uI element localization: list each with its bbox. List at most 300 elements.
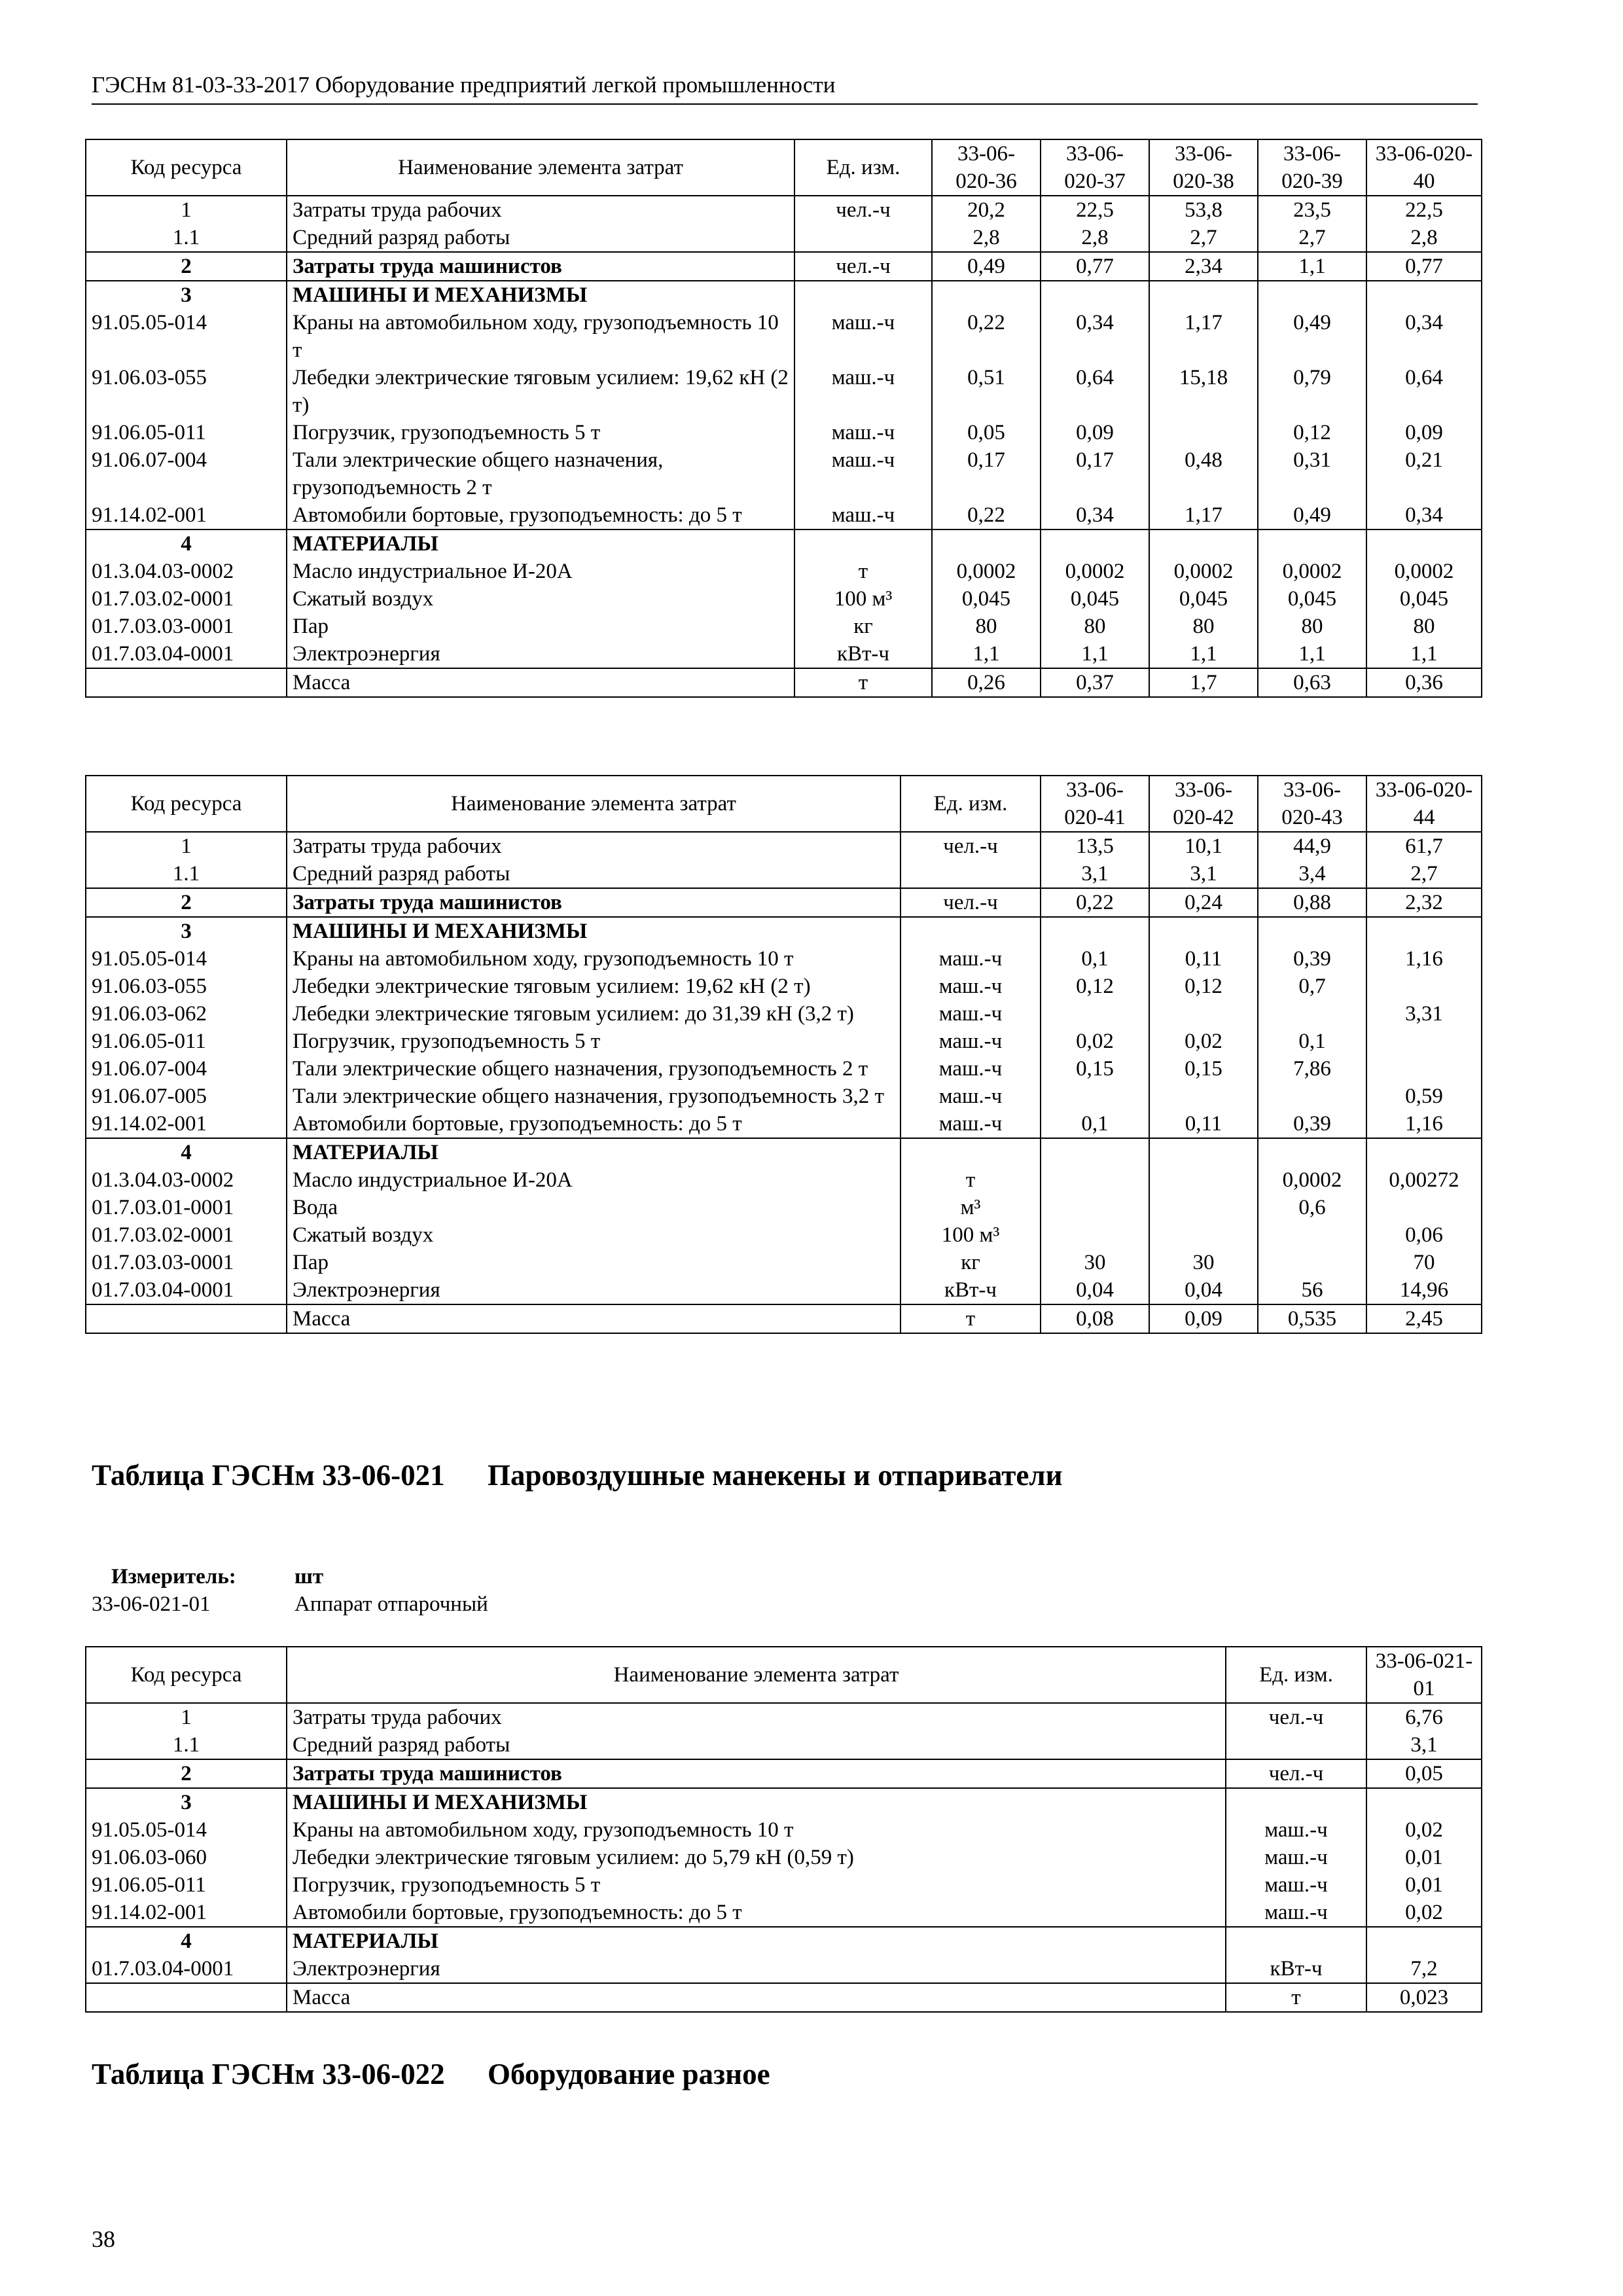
value-cell: 1,7 (1149, 668, 1258, 697)
value-cell: 0,22 (1041, 888, 1149, 917)
value-cell (1041, 1166, 1149, 1194)
unit-cell (1226, 1788, 1366, 1816)
resource-name: Средний разряд работы (287, 224, 794, 252)
unit-cell: 100 м³ (794, 585, 932, 613)
table-row (86, 1028, 1482, 1055)
resource-code: 2 (86, 1759, 287, 1788)
value-cell: 2,7 (1366, 860, 1482, 888)
value-cell: 0,88 (1258, 888, 1366, 917)
unit-cell: чел.-ч (794, 196, 932, 224)
table-row (86, 585, 1482, 613)
resource-name: МАШИНЫ И МЕХАНИЗМЫ (287, 1788, 1226, 1816)
unit-cell: маш.-ч (901, 1000, 1041, 1028)
value-cell (1258, 1000, 1366, 1028)
unit-cell: маш.-ч (1226, 1816, 1366, 1844)
unit-cell (794, 224, 932, 252)
value-cell: 0,09 (1149, 1304, 1258, 1333)
resource-name: МАШИНЫ И МЕХАНИЗМЫ (287, 281, 794, 309)
table-row (86, 1304, 1482, 1333)
value-cell: 0,05 (932, 419, 1041, 446)
col-header-code: Код ресурса (86, 776, 287, 832)
value-cell (1366, 1055, 1482, 1083)
resource-name: Затраты труда машинистов (287, 252, 794, 281)
value-cell: 0,045 (1366, 585, 1482, 613)
table-row (86, 224, 1482, 252)
unit-cell: маш.-ч (1226, 1844, 1366, 1871)
resource-code: 91.06.03-055 (86, 364, 287, 419)
resource-code: 91.06.05-011 (86, 419, 287, 446)
value-cell: 0,09 (1366, 419, 1482, 446)
value-cell: 80 (932, 613, 1041, 640)
resource-code: 91.14.02-001 (86, 1110, 287, 1138)
unit-cell: чел.-ч (1226, 1759, 1366, 1788)
value-cell: 0,22 (932, 501, 1041, 529)
value-cell: 1,1 (1258, 640, 1366, 668)
resource-name: Средний разряд работы (287, 1731, 1226, 1759)
value-cell: 1,1 (1041, 640, 1149, 668)
resource-name: Масса (287, 668, 794, 697)
value-cell (1366, 1028, 1482, 1055)
value-cell: 3,1 (1366, 1731, 1482, 1759)
value-cell: 13,5 (1041, 832, 1149, 860)
value-cell (1366, 1194, 1482, 1221)
resource-code: 01.7.03.02-0001 (86, 1221, 287, 1249)
table-row (86, 1927, 1482, 1955)
unit-cell (901, 917, 1041, 945)
unit-cell: кг (901, 1249, 1041, 1276)
resource-code: 91.06.07-004 (86, 1055, 287, 1083)
resource-code: 01.7.03.03-0001 (86, 613, 287, 640)
resource-code: 3 (86, 281, 287, 309)
value-cell: 1,17 (1149, 309, 1258, 364)
resource-code: 01.3.04.03-0002 (86, 558, 287, 585)
resource-code: 91.06.03-055 (86, 973, 287, 1000)
unit-cell: 100 м³ (901, 1221, 1041, 1249)
value-cell: 0,02 (1041, 1028, 1149, 1055)
resource-code: 01.7.03.02-0001 (86, 585, 287, 613)
value-cell: 0,12 (1041, 973, 1149, 1000)
unit-cell: т (794, 668, 932, 697)
resource-code (86, 668, 287, 697)
table-row (86, 446, 1482, 501)
value-cell: 0,045 (932, 585, 1041, 613)
value-cell: 53,8 (1149, 196, 1258, 224)
col-header-rate: 33-06-020-39 (1258, 139, 1366, 196)
table-row (86, 1138, 1482, 1166)
value-cell: 0,39 (1258, 1110, 1366, 1138)
value-cell: 3,4 (1258, 860, 1366, 888)
unit-cell (901, 860, 1041, 888)
unit-cell: т (1226, 1983, 1366, 2012)
value-cell: 70 (1366, 1249, 1482, 1276)
resource-code: 01.7.03.04-0001 (86, 1276, 287, 1304)
table-row (86, 1955, 1482, 1983)
value-cell: 2,32 (1366, 888, 1482, 917)
value-cell: 0,77 (1041, 252, 1149, 281)
value-cell: 0,17 (1041, 446, 1149, 501)
unit-cell: маш.-ч (794, 364, 932, 419)
unit-cell: маш.-ч (1226, 1871, 1366, 1899)
col-header-rate: 33-06-021-01 (1366, 1647, 1482, 1703)
value-cell: 0,0002 (1258, 558, 1366, 585)
value-cell: 20,2 (932, 196, 1041, 224)
value-cell (1149, 281, 1258, 309)
value-cell: 3,1 (1149, 860, 1258, 888)
value-cell (932, 529, 1041, 558)
table-row (86, 1055, 1482, 1083)
table-row (86, 860, 1482, 888)
value-cell: 1,1 (932, 640, 1041, 668)
value-cell: 0,05 (1366, 1759, 1482, 1788)
value-cell (1258, 529, 1366, 558)
value-cell: 0,023 (1366, 1983, 1482, 2012)
value-cell: 2,8 (932, 224, 1041, 252)
value-cell: 61,7 (1366, 832, 1482, 860)
value-cell: 0,045 (1258, 585, 1366, 613)
col-header-rate: 33-06-020-43 (1258, 776, 1366, 832)
value-cell (1041, 1138, 1149, 1166)
value-cell (1366, 973, 1482, 1000)
value-cell (1366, 917, 1482, 945)
unit-cell: маш.-ч (794, 419, 932, 446)
table-row (86, 945, 1482, 973)
value-cell: 30 (1149, 1249, 1258, 1276)
value-cell (1366, 529, 1482, 558)
value-cell: 1,17 (1149, 501, 1258, 529)
value-cell: 6,76 (1366, 1703, 1482, 1731)
unit-cell (1226, 1927, 1366, 1955)
value-cell: 1,1 (1149, 640, 1258, 668)
table-row (86, 973, 1482, 1000)
value-cell: 0,26 (932, 668, 1041, 697)
resource-name: Масса (287, 1304, 901, 1333)
value-cell: 0,49 (932, 252, 1041, 281)
resource-name: Электроэнергия (287, 1955, 1226, 1983)
resource-code: 91.06.05-011 (86, 1028, 287, 1055)
resource-table-3 (85, 1646, 1482, 2013)
value-cell (1041, 1000, 1149, 1028)
value-cell: 0,0002 (932, 558, 1041, 585)
col-header-unit: Ед. изм. (1226, 1647, 1366, 1703)
resource-name: Вода (287, 1194, 901, 1221)
resource-code: 91.06.07-004 (86, 446, 287, 501)
value-cell (1258, 917, 1366, 945)
value-cell: 0,0002 (1366, 558, 1482, 585)
value-cell (1149, 1000, 1258, 1028)
value-cell: 0,34 (1041, 309, 1149, 364)
unit-cell: маш.-ч (1226, 1899, 1366, 1927)
table-row (86, 1899, 1482, 1927)
value-cell: 0,02 (1366, 1899, 1482, 1927)
resource-name: МАШИНЫ И МЕХАНИЗМЫ (287, 917, 901, 945)
value-cell (932, 281, 1041, 309)
unit-cell: т (901, 1304, 1041, 1333)
value-cell: 0,31 (1258, 446, 1366, 501)
table-row (86, 613, 1482, 640)
value-cell: 3,31 (1366, 1000, 1482, 1028)
table-title-code-021: Таблица ГЭСНм 33-06-021 (92, 1459, 445, 1492)
unit-cell: маш.-ч (901, 1028, 1041, 1055)
value-cell (1041, 1083, 1149, 1110)
resource-name: Масло индустриальное И-20А (287, 1166, 901, 1194)
table-row (86, 1083, 1482, 1110)
resource-name: Тали электрические общего назначения, грузоподъемность 2 т (287, 446, 794, 501)
col-header-rate: 33-06-020-38 (1149, 139, 1258, 196)
value-cell (1258, 1221, 1366, 1249)
value-cell: 0,17 (932, 446, 1041, 501)
value-cell: 7,86 (1258, 1055, 1366, 1083)
meter-label: Измеритель: (111, 1565, 236, 1588)
unit-cell: маш.-ч (901, 1110, 1041, 1138)
table-row (86, 832, 1482, 860)
resource-name: Лебедки электрические тяговым усилием: до 31,39 кН (3,2 т) (287, 1000, 901, 1028)
table-row (86, 364, 1482, 419)
table-row (86, 1166, 1482, 1194)
col-header-unit: Ед. изм. (901, 776, 1041, 832)
value-cell (1149, 1221, 1258, 1249)
value-cell: 0,63 (1258, 668, 1366, 697)
resource-code: 91.05.05-014 (86, 1816, 287, 1844)
value-cell: 1,1 (1366, 640, 1482, 668)
value-cell (1366, 1138, 1482, 1166)
value-cell: 0,00272 (1366, 1166, 1482, 1194)
value-cell (1149, 1194, 1258, 1221)
unit-cell: маш.-ч (901, 1055, 1041, 1083)
value-cell: 0,34 (1366, 309, 1482, 364)
resource-name: Погрузчик, грузоподъемность 5 т (287, 1028, 901, 1055)
value-cell: 0,64 (1366, 364, 1482, 419)
value-cell: 3,1 (1041, 860, 1149, 888)
resource-name: Электроэнергия (287, 1276, 901, 1304)
value-cell: 0,12 (1258, 419, 1366, 446)
value-cell: 0,12 (1149, 973, 1258, 1000)
table-row (86, 640, 1482, 668)
value-cell (1149, 917, 1258, 945)
resource-name: МАТЕРИАЛЫ (287, 1927, 1226, 1955)
value-cell: 44,9 (1258, 832, 1366, 860)
table-row (86, 1816, 1482, 1844)
resource-code: 4 (86, 529, 287, 558)
resource-name: Лебедки электрические тяговым усилием: 19,62 кН (2 т) (287, 973, 901, 1000)
unit-cell: чел.-ч (794, 252, 932, 281)
resource-code: 4 (86, 1138, 287, 1166)
unit-cell: маш.-ч (794, 309, 932, 364)
value-cell: 0,01 (1366, 1844, 1482, 1871)
value-cell: 2,34 (1149, 252, 1258, 281)
table-row (86, 419, 1482, 446)
value-cell (1258, 1083, 1366, 1110)
table-row (86, 1221, 1482, 1249)
resource-code: 1 (86, 1703, 287, 1731)
value-cell (1149, 419, 1258, 446)
value-cell: 0,09 (1041, 419, 1149, 446)
table-row (86, 309, 1482, 364)
resource-name: Пар (287, 613, 794, 640)
unit-cell (794, 529, 932, 558)
value-cell: 0,22 (932, 309, 1041, 364)
unit-cell (901, 1138, 1041, 1166)
col-header-rate: 33-06-020-37 (1041, 139, 1149, 196)
value-cell: 0,04 (1149, 1276, 1258, 1304)
resource-name: Электроэнергия (287, 640, 794, 668)
value-cell: 0,02 (1149, 1028, 1258, 1055)
resource-code: 2 (86, 888, 287, 917)
unit-cell: чел.-ч (901, 832, 1041, 860)
col-header-rate: 33-06-020-44 (1366, 776, 1482, 832)
value-cell: 0,01 (1366, 1871, 1482, 1899)
value-cell (1258, 1249, 1366, 1276)
value-cell: 0,77 (1366, 252, 1482, 281)
resource-code: 2 (86, 252, 287, 281)
resource-code: 3 (86, 1788, 287, 1816)
value-cell: 0,79 (1258, 364, 1366, 419)
table-row (86, 501, 1482, 529)
value-cell: 0,045 (1041, 585, 1149, 613)
value-cell: 7,2 (1366, 1955, 1482, 1983)
resource-name: Средний разряд работы (287, 860, 901, 888)
resource-name: Затраты труда машинистов (287, 888, 901, 917)
value-cell: 1,16 (1366, 1110, 1482, 1138)
value-cell (1366, 1927, 1482, 1955)
table-title-code-022: Таблица ГЭСНм 33-06-022 (92, 2058, 445, 2090)
value-cell (1041, 1194, 1149, 1221)
unit-cell: кг (794, 613, 932, 640)
value-cell: 0,64 (1041, 364, 1149, 419)
value-cell: 2,7 (1258, 224, 1366, 252)
value-cell: 2,7 (1149, 224, 1258, 252)
resource-name: Затраты труда машинистов (287, 1759, 1226, 1788)
resource-code: 4 (86, 1927, 287, 1955)
table-title-022: Оборудование разное (488, 2058, 770, 2090)
value-cell: 0,59 (1366, 1083, 1482, 1110)
table-row (86, 1194, 1482, 1221)
resource-code: 91.06.03-060 (86, 1844, 287, 1871)
value-cell: 0,045 (1149, 585, 1258, 613)
col-header-rate: 33-06-020-40 (1366, 139, 1482, 196)
resource-code: 1 (86, 196, 287, 224)
resource-code: 91.14.02-001 (86, 1899, 287, 1927)
value-cell: 80 (1366, 613, 1482, 640)
resource-name: Тали электрические общего назначения, грузоподъемность 2 т (287, 1055, 901, 1083)
value-cell: 0,39 (1258, 945, 1366, 973)
value-cell (1149, 1138, 1258, 1166)
table-row (86, 1703, 1482, 1731)
resource-code: 01.7.03.03-0001 (86, 1249, 287, 1276)
unit-cell: маш.-ч (901, 1083, 1041, 1110)
value-cell: 0,0002 (1149, 558, 1258, 585)
table-row (86, 1983, 1482, 2012)
value-cell: 0,11 (1149, 945, 1258, 973)
value-cell (1149, 1083, 1258, 1110)
unit-cell: кВт-ч (901, 1276, 1041, 1304)
table-row (86, 558, 1482, 585)
value-cell: 0,6 (1258, 1194, 1366, 1221)
table-row (86, 1844, 1482, 1871)
resource-code: 01.7.03.04-0001 (86, 640, 287, 668)
value-cell: 15,18 (1149, 364, 1258, 419)
resource-name: Масса (287, 1983, 1226, 2012)
resource-name: МАТЕРИАЛЫ (287, 1138, 901, 1166)
table-row (86, 1276, 1482, 1304)
resource-code: 91.14.02-001 (86, 501, 287, 529)
table-row (86, 252, 1482, 281)
resource-code: 1.1 (86, 860, 287, 888)
unit-cell: маш.-ч (901, 973, 1041, 1000)
rate-code: 33-06-021-01 (92, 1592, 211, 1616)
resource-code: 91.06.05-011 (86, 1871, 287, 1899)
value-cell (1366, 281, 1482, 309)
col-header-name: Наименование элемента затрат (287, 139, 794, 196)
col-header-code: Код ресурса (86, 139, 287, 196)
value-cell: 0,49 (1258, 501, 1366, 529)
resource-name: Краны на автомобильном ходу, грузоподъемность 10 т (287, 309, 794, 364)
resource-code: 1.1 (86, 1731, 287, 1759)
page-number: 38 (92, 2226, 115, 2252)
resource-code: 91.06.07-005 (86, 1083, 287, 1110)
value-cell: 30 (1041, 1249, 1149, 1276)
meter-value: шт (294, 1565, 324, 1588)
value-cell (1258, 281, 1366, 309)
resource-code: 91.05.05-014 (86, 309, 287, 364)
value-cell (1041, 1221, 1149, 1249)
value-cell: 0,24 (1149, 888, 1258, 917)
unit-cell: т (901, 1166, 1041, 1194)
resource-code: 91.05.05-014 (86, 945, 287, 973)
page-header: ГЭСНм 81-03-33-2017 Оборудование предприятий легкой промышленности (92, 71, 1478, 105)
resource-name: Лебедки электрические тяговым усилием: 19,62 кН (2 т) (287, 364, 794, 419)
value-cell: 2,45 (1366, 1304, 1482, 1333)
value-cell: 0,51 (932, 364, 1041, 419)
resource-name: Затраты труда рабочих (287, 196, 794, 224)
resource-name: Автомобили бортовые, грузоподъемность: до 5 т (287, 501, 794, 529)
value-cell: 56 (1258, 1276, 1366, 1304)
value-cell: 0,21 (1366, 446, 1482, 501)
col-header-name: Наименование элемента затрат (287, 1647, 1226, 1703)
col-header-rate: 33-06-020-42 (1149, 776, 1258, 832)
value-cell: 0,1 (1041, 1110, 1149, 1138)
value-cell: 0,37 (1041, 668, 1149, 697)
table-row (86, 888, 1482, 917)
value-cell: 0,34 (1041, 501, 1149, 529)
value-cell: 0,0002 (1041, 558, 1149, 585)
table-row (86, 1731, 1482, 1759)
value-cell: 0,34 (1366, 501, 1482, 529)
unit-cell: кВт-ч (794, 640, 932, 668)
value-cell: 22,5 (1366, 196, 1482, 224)
resource-name: Погрузчик, грузоподъемность 5 т (287, 419, 794, 446)
resource-table-1 (85, 139, 1482, 698)
value-cell: 80 (1149, 613, 1258, 640)
col-header-rate: 33-06-020-41 (1041, 776, 1149, 832)
resource-name: Сжатый воздух (287, 585, 794, 613)
resource-name: Автомобили бортовые, грузоподъемность: до 5 т (287, 1110, 901, 1138)
col-header-unit: Ед. изм. (794, 139, 932, 196)
value-cell (1041, 917, 1149, 945)
unit-cell: кВт-ч (1226, 1955, 1366, 1983)
value-cell: 23,5 (1258, 196, 1366, 224)
unit-cell (794, 281, 932, 309)
value-cell (1041, 281, 1149, 309)
value-cell: 0,49 (1258, 309, 1366, 364)
value-cell: 2,8 (1366, 224, 1482, 252)
resource-name: Затраты труда рабочих (287, 1703, 1226, 1731)
table-title-021: Паровоздушные манекены и отпариватели (488, 1459, 1063, 1492)
table-row (86, 1759, 1482, 1788)
value-cell: 80 (1041, 613, 1149, 640)
resource-code: 1.1 (86, 224, 287, 252)
col-header-name: Наименование элемента затрат (287, 776, 901, 832)
table-row (86, 196, 1482, 224)
